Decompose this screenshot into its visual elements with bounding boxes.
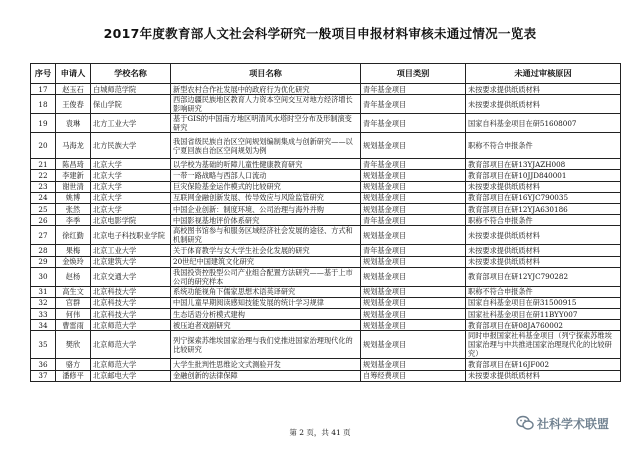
cell-reason: 未按要求提供纸质材料 [466,95,621,114]
cell-applicant: 谢世清 [56,181,91,192]
table-row [31,192,621,203]
cell-category: 规划基金项目 [361,256,466,267]
cell-applicant: 徐红勤 [56,226,91,245]
cell-category: 青年基金项目 [361,95,466,114]
cell-index: 20 [31,133,56,159]
cell-category: 规划基金项目 [361,286,466,297]
table-header-row [31,64,621,84]
cell-category: 规划基金项目 [361,331,466,359]
cell-reason: 未按要求提供纸质材料 [466,181,621,192]
cell-school: 北京科技大学 [91,286,171,297]
cell-category: 规划基金项目 [361,309,466,320]
cell-category: 规划基金项目 [361,192,466,203]
cell-reason: 国家自科基金项目在研51608007 [466,114,621,133]
cell-school: 北京科技大学 [91,309,171,320]
table-row [31,133,621,159]
cell-index: 25 [31,203,56,214]
cell-project: 大学生批判性思维论文式测验开发 [171,359,361,370]
table-row [31,267,621,286]
cell-category: 青年基金项目 [361,159,466,170]
cell-project: 中国影视基地评价体系研究 [171,215,361,226]
watermark-text: 社科学术联盟 [537,416,610,431]
cell-index: 29 [31,256,56,267]
page-title: 2017年度教育部人文社会科学研究一般项目申报材料审核未通过情况一览表 [103,26,537,41]
cell-reason: 未按要求提供纸质材料 [466,370,621,381]
cell-index: 32 [31,297,56,308]
table-row [31,370,621,381]
cell-project: 高校图书馆参与和服务区域经济社会发展的途径、方式和机制研究 [171,226,361,245]
table-row [31,359,621,370]
cell-school: 北京工业大学 [91,245,171,256]
cell-project: 一带一路战略与西部人口流动 [171,170,361,181]
cell-project: 西部边疆民族地区教育人力资本空间交互对地方经济增长影响研究 [171,95,361,114]
cell-applicant: 果梅 [56,245,91,256]
cell-school: 北京大学 [91,192,171,203]
cell-index: 18 [31,95,56,114]
cell-category: 规划基金项目 [361,203,466,214]
cell-school: 北京科技大学 [91,297,171,308]
table-row [31,286,621,297]
cell-reason: 职称不符合申报条件 [466,133,621,159]
table-row [31,226,621,245]
table-row [31,181,621,192]
cell-school: 北方民族大学 [91,133,171,159]
cell-reason: 未按要求提供纸质材料 [466,84,621,95]
cell-applicant: 李建新 [56,170,91,181]
table-row [31,297,621,308]
cell-reason: 教育部项目在研16YJC790035 [466,192,621,203]
cell-school: 北京交通大学 [91,267,171,286]
cell-reason: 未按要求提供纸质材料 [466,226,621,245]
cell-category: 规划基金项目 [361,170,466,181]
table-row [31,170,621,181]
cell-school: 北京邮电大学 [91,370,171,381]
cell-index: 23 [31,181,56,192]
cell-applicant: 马海龙 [56,133,91,159]
cell-reason: 职称不符合申报条件 [466,215,621,226]
cell-applicant: 樊欣 [56,331,91,359]
cell-category: 规划基金项目 [361,320,466,331]
table-row [31,203,621,214]
table-row [31,256,621,267]
table-row [31,95,621,114]
table-row [31,320,621,331]
cell-applicant: 姚博 [56,192,91,203]
cell-school: 北京电子科技职业学院 [91,226,171,245]
cell-project: 基于GIS的中国南方地区明清风水塔时空分布及形制演变研究 [171,114,361,133]
cell-reason: 国家自科基金项目在研31500915 [466,297,621,308]
cell-project: 金融创新的法律保障 [171,370,361,381]
cell-project: 我国省级民族自治区空间规划编制集成与创新研究——以宁夏回族自治区空间规划为例 [171,133,361,159]
cell-project: 被压迫者戏剧研究 [171,320,361,331]
table-row [31,309,621,320]
col-header-school: 学校名称 [91,64,171,84]
cell-reason: 教育部项目在研12YJC790282 [466,267,621,286]
page-footer: 第 2 页，共 41 页 [289,428,351,437]
cell-index: 22 [31,170,56,181]
cell-reason: 教育部项目在研08JA760002 [466,320,621,331]
cell-project: 中国企业创新：制度环境、公司治理与海外并购 [171,203,361,214]
cell-category: 规划基金项目 [361,359,466,370]
cell-category: 青年基金项目 [361,245,466,256]
col-header-applicant: 申请人 [56,64,91,84]
col-header-reason: 未通过审核原因 [466,64,621,84]
cell-school: 北京大学 [91,203,171,214]
cell-index: 37 [31,370,56,381]
cell-reason: 教育部项目在研12YJA630186 [466,203,621,214]
cell-category: 规划基金项目 [361,181,466,192]
cell-index: 36 [31,359,56,370]
cell-index: 34 [31,320,56,331]
cell-category: 自筹经费项目 [361,370,466,381]
cell-applicant: 潘修平 [56,370,91,381]
cell-index: 17 [31,84,56,95]
cell-index: 28 [31,245,56,256]
cell-school: 北方工业大学 [91,114,171,133]
cell-index: 21 [31,159,56,170]
cell-project: 以学校为基础的听障儿童性健康教育研究 [171,159,361,170]
cell-school: 北京大学 [91,181,171,192]
cell-applicant: 赵杨 [56,267,91,286]
cell-index: 26 [31,215,56,226]
cell-project: 互联网金融创新发展、传导效应与风险监管研究 [171,192,361,203]
cell-reason: 同时申报国家社科基金项目（列宁探索苏维埃国家治理与中共推进国家治理现代化的比较研究） [466,331,621,359]
wechat-logo-icon [516,415,534,431]
cell-category: 规划基金项目 [361,226,466,245]
cell-reason: 教育部项目在研13YJAZH008 [466,159,621,170]
cell-reason: 未按要求提供纸质材料 [466,256,621,267]
col-header-index: 序号 [31,64,56,84]
cell-project: 巨灾保险基金运作模式的比较研究 [171,181,361,192]
cell-category: 青年基金项目 [361,114,466,133]
cell-applicant: 官群 [56,297,91,308]
cell-index: 19 [31,114,56,133]
cell-category: 规划基金项目 [361,297,466,308]
table-row [31,215,621,226]
cell-index: 27 [31,226,56,245]
cell-applicant: 陈昌琦 [56,159,91,170]
cell-project: 列宁探索苏维埃国家治理与我们党推进国家治理现代化的比较研究 [171,331,361,359]
cell-school: 北京师范大学 [91,320,171,331]
cell-school: 北京师范大学 [91,331,171,359]
cell-reason: 教育部项目在研10JJD840001 [466,170,621,181]
cell-project: 20世纪中国建筑文化研究 [171,256,361,267]
cell-school: 北京建筑大学 [91,256,171,267]
cell-school: 白城师范学院 [91,84,171,95]
cell-applicant: 李季 [56,215,91,226]
cell-project: 生态话语分析模式建构 [171,309,361,320]
cell-school: 北京大学 [91,159,171,170]
cell-project: 中国儿童早期阅读感知技能发展的统计学习规律 [171,297,361,308]
cell-project: 关于体育教学与女大学生社会化发展的研究 [171,245,361,256]
table-row [31,331,621,359]
cell-category: 青年基金项目 [361,84,466,95]
cell-applicant: 张然 [56,203,91,214]
cell-reason: 国家社科基金项目在研11BYY007 [466,309,621,320]
watermark [516,411,626,435]
table-row [31,84,621,95]
cell-project: 我国投资控股型公司产业组合配置方法研究——基于上市公司的研究样本 [171,267,361,286]
cell-index: 31 [31,286,56,297]
cell-reason: 教育部项目在研16JF002 [466,359,621,370]
cell-reason: 未按要求提供纸质材料 [466,245,621,256]
cell-school: 北京师范大学 [91,359,171,370]
cell-applicant: 高生文 [56,286,91,297]
cell-applicant: 袁琳 [56,114,91,133]
cell-applicant: 何伟 [56,309,91,320]
cell-applicant: 王俊春 [56,95,91,114]
cell-index: 35 [31,331,56,359]
cell-category: 规划基金项目 [361,133,466,159]
cell-index: 33 [31,309,56,320]
cell-project: 系统功能视角下儒家思想术语英译研究 [171,286,361,297]
review-table [30,63,621,382]
cell-applicant: 金焕玲 [56,256,91,267]
cell-applicant: 骆方 [56,359,91,370]
cell-category: 规划基金项目 [361,267,466,286]
cell-applicant: 赵玉石 [56,84,91,95]
cell-school: 北京大学 [91,170,171,181]
col-header-project: 项目名称 [171,64,361,84]
cell-reason: 职称不符合申报条件 [466,286,621,297]
cell-index: 24 [31,192,56,203]
cell-school: 保山学院 [91,95,171,114]
cell-project: 新型农村合作社发展中的政府行为优化研究 [171,84,361,95]
table-row [31,245,621,256]
table-row [31,159,621,170]
cell-index: 30 [31,267,56,286]
cell-applicant: 曹雷雨 [56,320,91,331]
col-header-category: 项目类别 [361,64,466,84]
table-row [31,114,621,133]
cell-school: 北京电影学院 [91,215,171,226]
cell-category: 青年基金项目 [361,215,466,226]
